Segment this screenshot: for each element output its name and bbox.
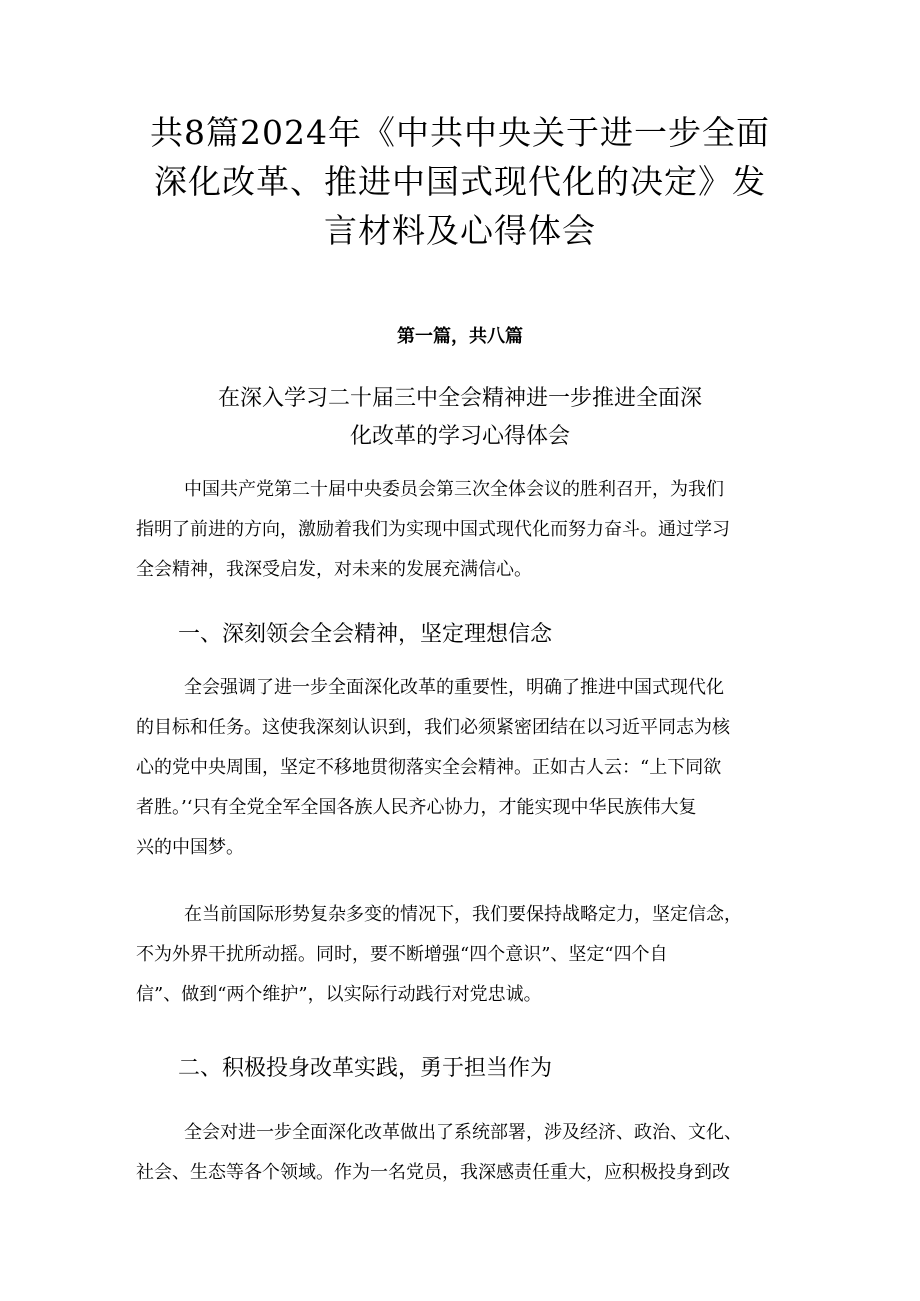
paragraph-line: 全会对进一步全面深化改革做出了系统部署，涉及经济、政治、文化、 (184, 1122, 742, 1143)
article-title-line: 化改革的学习心得体会 (349, 424, 570, 449)
paragraph-2 (136, 895, 796, 1015)
paragraph-line: 者胜。’‘只有全党全军全国各族人民齐心协力，才能实现中华民族伟大复 (136, 797, 697, 818)
document-title-line: 言材料及心得体会 (324, 211, 596, 250)
paragraph-line: 兴的中国梦。 (136, 837, 244, 858)
document-title-line: 深化改革、推进中国式现代化的决定》发 (154, 162, 766, 201)
paragraph-line: 指明了前进的方向，激励着我们为实现中国式现代化而努力奋斗。通过学习 (136, 519, 730, 540)
paragraph-line: 全会强调了进一步全面深化改革的重要性，明确了推进中国式现代化 (184, 677, 724, 698)
document-title (100, 108, 820, 255)
paragraph-line: 全会精神，我深受启发，对未来的发展充满信心。 (136, 559, 532, 580)
paragraph-1 (136, 668, 796, 868)
section-label: 第一篇，共八篇 (397, 326, 523, 347)
paragraph-line: 不为外界干扰所动摇。同时，要不断增强“四个意识”、坚定“四个自 (136, 944, 668, 965)
section-heading-1: 一、深刻领会全会精神，坚定理想信念 (178, 622, 553, 647)
paragraph-line: 社会、生态等各个领域。作为一名党员，我深感责任重大，应积极投身到改 (136, 1162, 730, 1183)
paragraph-intro (136, 470, 796, 590)
paragraph-line: 在当前国际形势复杂多变的情况下，我们要保持战略定力，坚定信念， (184, 904, 742, 925)
paragraph-line: 信”、做到“两个维护”，以实际行动践行对党忠诚。 (136, 984, 542, 1005)
section-heading-2: 二、积极投身改革实践，勇于担当作为 (178, 1056, 553, 1081)
document-title-line: 共8篇2024年《中共中央关于进一步全面 (150, 113, 770, 152)
paragraph-line: 中国共产党第二十届中央委员会第三次全体会议的胜利召开，为我们 (184, 479, 724, 500)
paragraph-3 (136, 1113, 796, 1193)
paragraph-line: 的目标和任务。这使我深刻认识到，我们必须紧密团结在以习近平同志为核 (136, 717, 730, 738)
paragraph-line: 心的党中央周围，坚定不移地贯彻落实全会精神。正如古人云：“上下同欲 (136, 757, 722, 778)
article-title (150, 380, 770, 456)
article-title-line: 在深入学习二十届三中全会精神进一步推进全面深 (217, 386, 702, 411)
